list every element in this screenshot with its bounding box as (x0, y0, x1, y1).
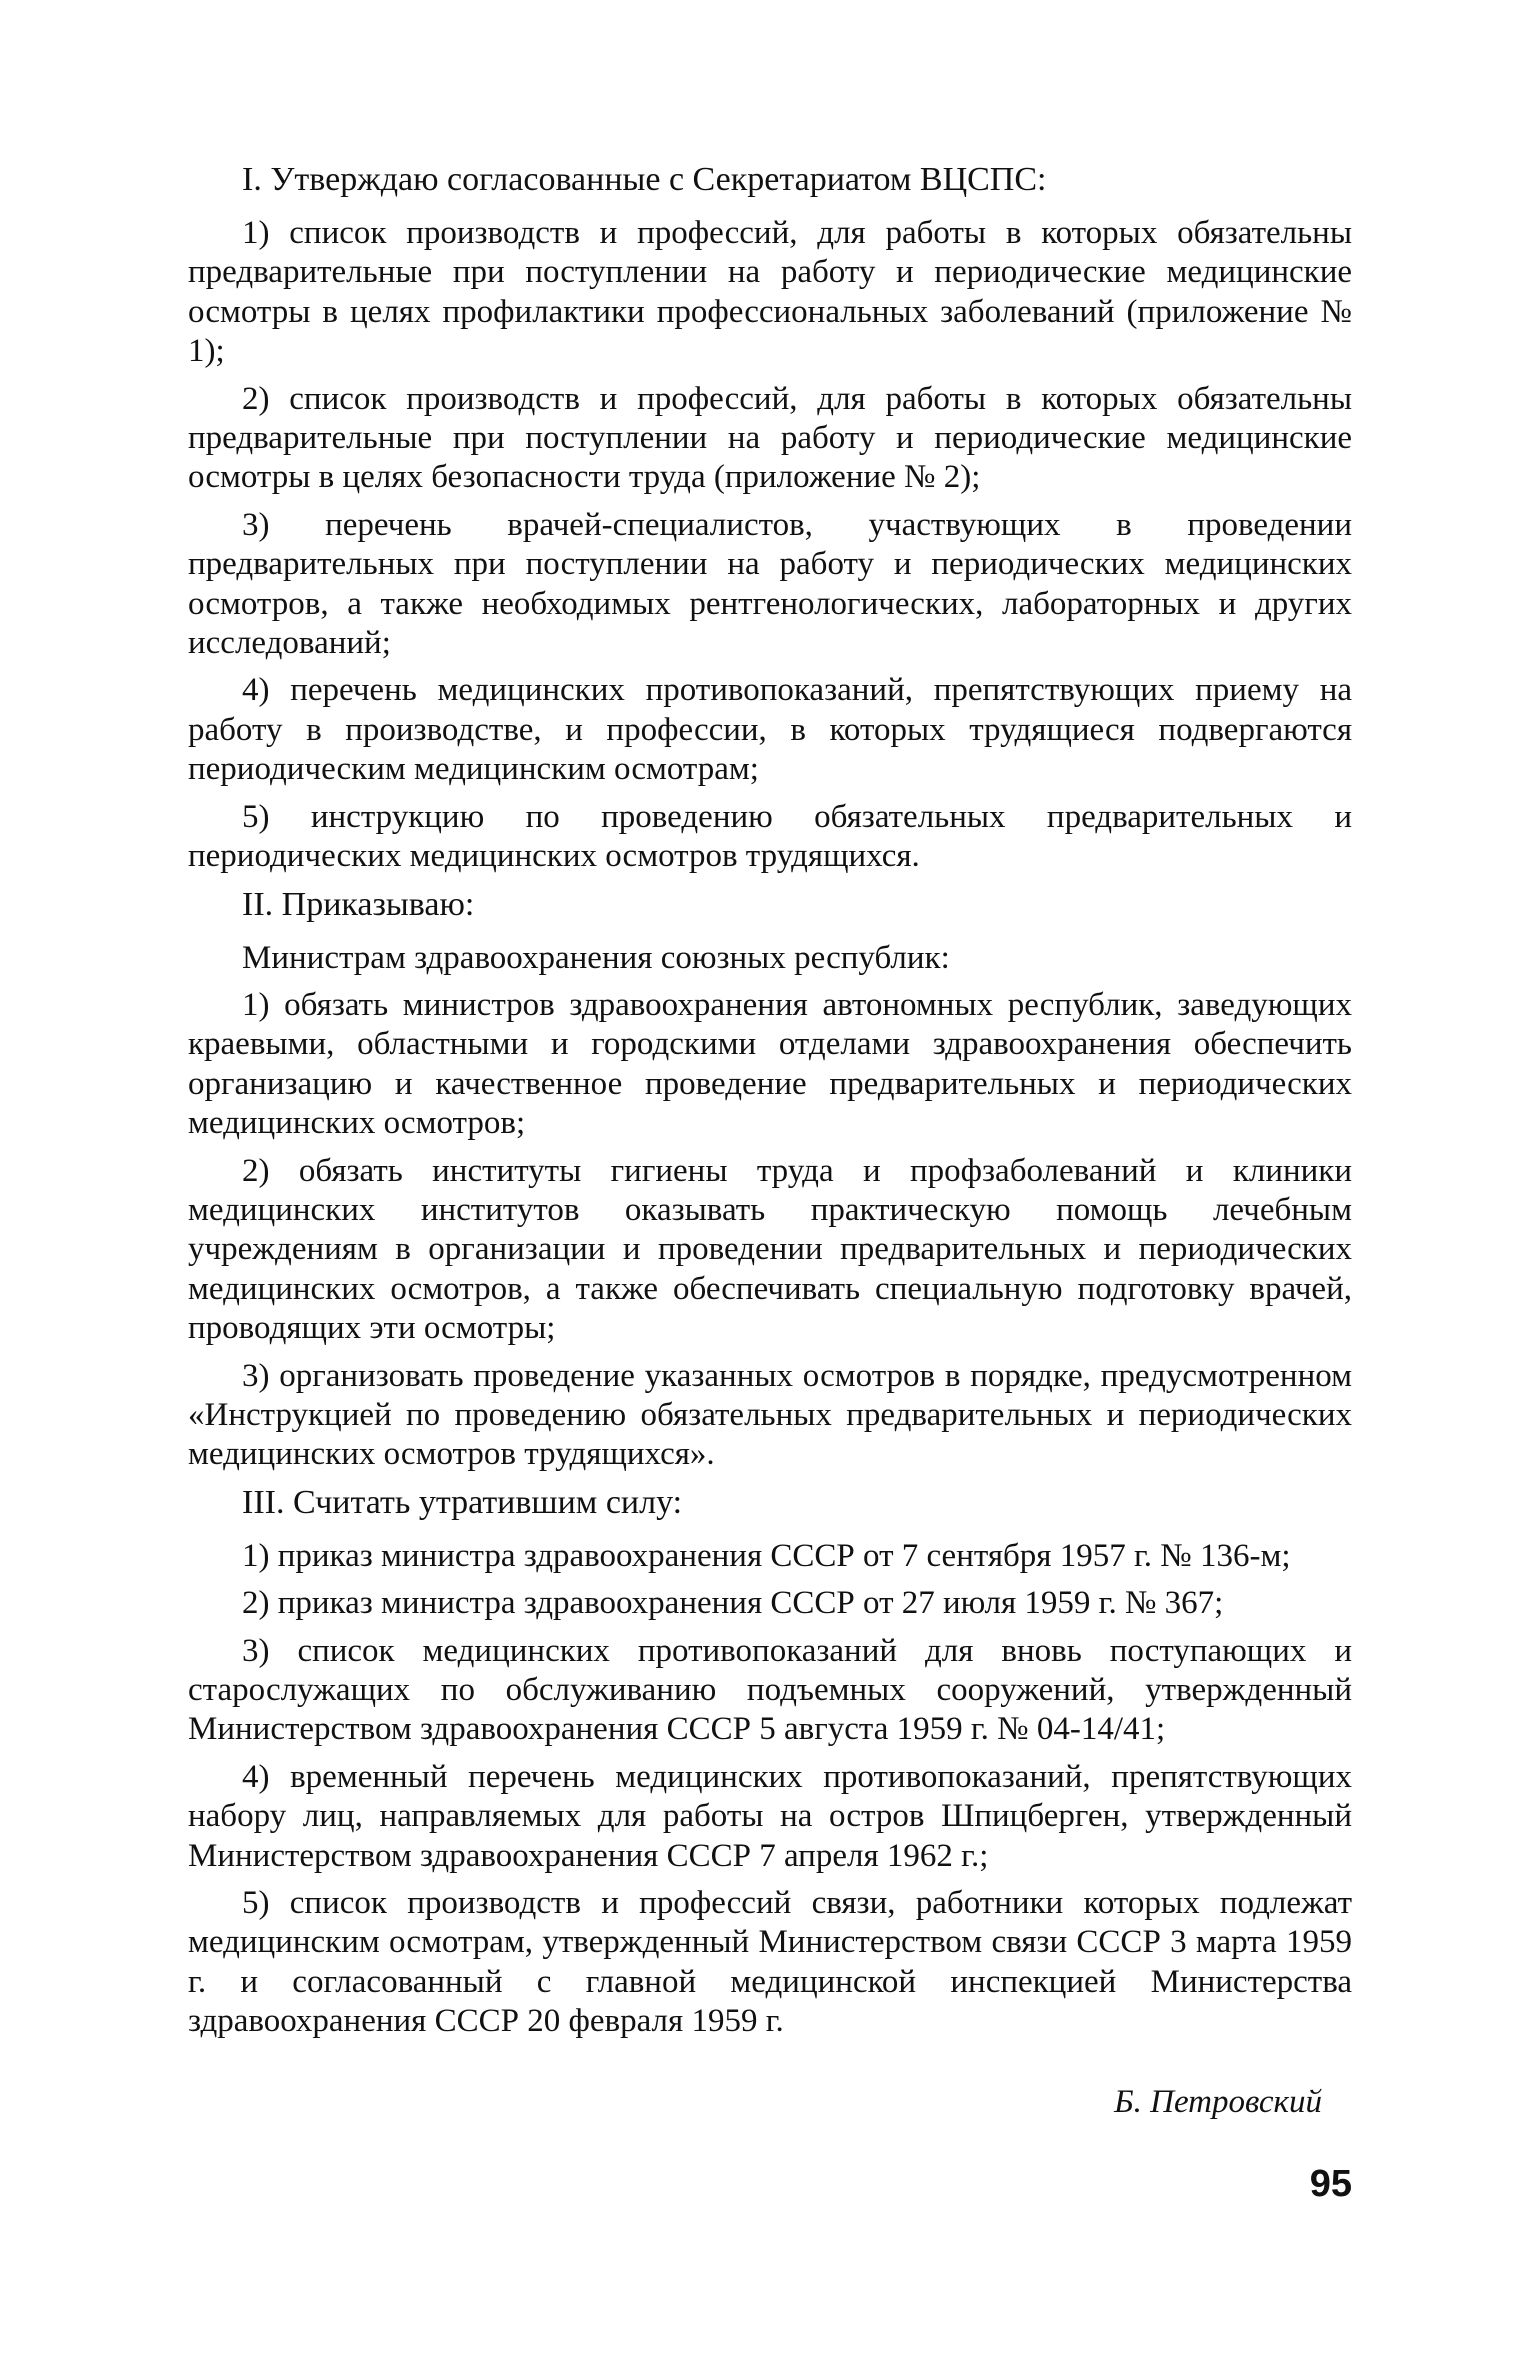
section-1-heading: I. Утверждаю согласованные с Секретариатом ВЦСПС: (242, 161, 1047, 198)
section-3-item-3: 3) список медицинских противопоказаний для вновь поступающих и старослужащих по обслуживанию подъемных сооружений, утвержденный Министерством здравоохранения СССР 5 августа 1959 г. № 04-14/41; (188, 1632, 1352, 1748)
section-1-item-2: 2) список производств и профессий, для работы в которых обязательны предварительные при поступлении на работу и периодические медицинские осмотры в целях безопасности труда (приложение № 2); (188, 380, 1352, 496)
page-number: 95 (1309, 2162, 1352, 2205)
section-2-heading: II. Приказываю: (242, 885, 475, 923)
section-1-item-5: 5) инструкцию по проведению обязательных предварительных и периодических медицинских осмотров трудящихся. (188, 798, 1352, 875)
section-2-item-3: 3) организовать проведение указанных осмотров в порядке, предусмотренном «Инструкцией по проведению обязательных предварительных и периодических медицинских осмотров трудящихся». (188, 1357, 1352, 1473)
section-3-item-1: 1) приказ министра здравоохранения СССР от 7 сентября 1957 г. № 136-м; (242, 1537, 1291, 1574)
section-1-item-4: 4) перечень медицинских противопоказаний, препятствующих приему на работу в производстве, и профессии, в которых трудящиеся подвергаются периодическим медицинским осмотрам; (188, 672, 1352, 788)
section-3-item-2: 2) приказ министра здравоохранения СССР от 27 июля 1959 г. № 367; (242, 1585, 1224, 1622)
section-3-heading: III. Считать утратившим силу: (242, 1483, 683, 1521)
document-page (188, 160, 1352, 2204)
section-1-item-3: 3) перечень врачей-специалистов, участвующих в проведении предварительных при поступлении на работу и периодических медицинских осмотров, а также необходимых рентгенологических, лабораторных и других исследований; (188, 506, 1352, 662)
section-2-intro: Министрам здравоохранения союзных республик: (242, 939, 950, 976)
section-3-item-4: 4) временный перечень медицинских противопоказаний, препятствующих набору лиц, направляемых для работы на остров Шпицберген, утвержденный Министерством здравоохранения СССР 7 апреля 1962 г.; (188, 1758, 1352, 1874)
section-2-item-1: 1) обязать министров здравоохранения автономных республик, заведующих краевыми, областными и городскими отделами здравоохранения обеспечить организацию и качественное проведение предварительных и периодических медицинских осмотров; (188, 986, 1352, 1142)
signature: Б. Петровский (1114, 2083, 1322, 2120)
section-2-item-2: 2) обязать институты гигиены труда и профзаболеваний и клиники медицинских институтов оказывать практическую помощь лечебным учреждениям в организации и проведении предварительных и периодических медицинских осмотров, а также обеспечивать специальную подготовку врачей, проводящих эти осмотры; (188, 1152, 1352, 1347)
section-3-item-5: 5) список производств и профессий связи, работники которых подлежат медицинским осмотрам, утвержденный Министерством связи СССР 3 марта 1959 г. и согласованный с главной медицинской инспекцией Министерства здравоохранения СССР 20 февраля 1959 г. (188, 1885, 1352, 2040)
section-1-item-1: 1) список производств и профессий, для работы в которых обязательны предварительные при поступлении на работу и периодические медицинские осмотры в целях профилактики профессиональных заболеваний (приложение № 1); (188, 215, 1352, 370)
